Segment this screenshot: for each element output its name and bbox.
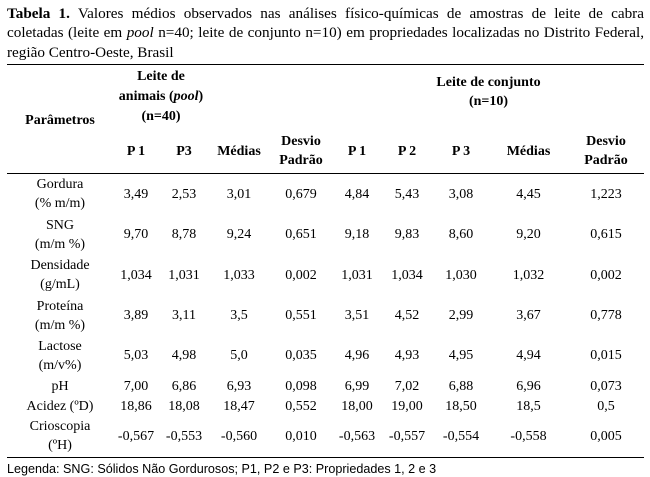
param-unit: (% m/m): [34, 196, 86, 212]
value-cell: 0,005: [590, 428, 622, 444]
value-cell: 9,24: [226, 227, 252, 243]
value-cell: 1,032: [512, 267, 545, 283]
caption-text-a: Valores médios observados nas análises físico-químicas de amostras de leite de cabra coletadas (leite em: [7, 5, 644, 42]
value-cell: 6,96: [516, 378, 541, 394]
value-cell: 0,552: [285, 398, 317, 414]
value-cell: 0,615: [590, 227, 622, 243]
param-unit: (m/m %): [34, 317, 86, 333]
value-cell: 0,679: [285, 186, 317, 202]
table-row: [7, 174, 644, 215]
value-cell: -0,558: [510, 428, 547, 444]
value-cell: 3,5: [230, 308, 248, 324]
header-group-pool-line3: (n=40): [141, 109, 181, 125]
value-cell: -0,567: [117, 428, 155, 444]
value-cell: 1,033: [223, 267, 255, 283]
value-cell: 7,02: [394, 378, 420, 394]
value-cell: 4,52: [394, 308, 420, 324]
header-col: Desvio Padrão: [584, 134, 628, 169]
value-cell: 0,551: [285, 308, 317, 324]
value-cell: 18,00: [341, 398, 373, 414]
table-row: [7, 376, 644, 396]
value-cell: 0,035: [285, 348, 317, 364]
value-cell: 3,11: [172, 308, 196, 324]
value-cell: 3,67: [516, 308, 541, 324]
value-cell: -0,553: [165, 428, 203, 444]
value-cell: 6,93: [226, 378, 252, 394]
value-cell: 4,84: [344, 186, 370, 202]
table-row: [7, 416, 644, 457]
header-group-conjunto-line1: Leite de conjunto: [436, 75, 541, 91]
value-cell: 6,88: [448, 378, 474, 394]
value-cell: 0,010: [285, 428, 317, 444]
param-name: pH: [51, 378, 69, 394]
table-caption: [7, 4, 644, 62]
value-cell: 9,70: [123, 227, 149, 243]
param-cell: [7, 336, 113, 376]
value-cell: 4,96: [344, 348, 370, 364]
param-unit: (ºH): [48, 438, 72, 454]
header-col: Médias: [217, 143, 261, 159]
value-cell: 18,50: [445, 398, 477, 414]
value-cell: 9,20: [516, 227, 541, 243]
value-cell: 19,00: [391, 398, 423, 414]
value-cell: 4,94: [516, 348, 541, 364]
param-cell: [7, 255, 113, 295]
value-cell: 3,89: [123, 308, 149, 324]
table-row: [7, 295, 644, 335]
value-cell: 2,53: [171, 186, 197, 202]
param-name: Densidade: [30, 258, 90, 274]
param-unit: (g/mL): [40, 277, 80, 293]
value-cell: 0,002: [590, 267, 622, 283]
caption-pool-word: pool: [126, 24, 154, 42]
value-cell: 8,60: [448, 227, 474, 243]
header-group-pool-line2: [113, 87, 209, 107]
value-cell: 4,45: [516, 186, 541, 202]
param-name: Lactose: [38, 338, 82, 354]
table-row: [7, 336, 644, 376]
table-row: [7, 396, 644, 416]
value-cell: 4,95: [448, 348, 474, 364]
table-row: [7, 255, 644, 295]
value-cell: 5,43: [394, 186, 420, 202]
param-cell: [7, 174, 113, 215]
header-group-conjunto: [333, 65, 644, 130]
value-cell: 1,030: [445, 267, 477, 283]
header-col: Médias: [506, 143, 551, 159]
value-cell: -0,554: [442, 428, 480, 444]
value-cell: -0,560: [220, 428, 258, 444]
value-cell: 6,99: [344, 378, 370, 394]
value-cell: 0,778: [590, 308, 622, 324]
param-cell: [7, 295, 113, 335]
header-group-pool-line2b: ): [198, 89, 204, 105]
value-cell: 7,00: [123, 378, 149, 394]
value-cell: 5,0: [230, 348, 248, 364]
value-cell: 18,5: [516, 398, 541, 414]
param-cell: [7, 416, 113, 457]
value-cell: 1,223: [590, 186, 622, 202]
header-group-pool-line2a: animais (: [118, 89, 174, 105]
header-col: Desvio Padrão: [279, 134, 323, 169]
param-unit: (m/m %): [34, 236, 86, 252]
value-cell: 0,002: [285, 267, 317, 283]
value-cell: 0,015: [590, 348, 622, 364]
header-group-pool-word: pool: [173, 89, 199, 105]
value-cell: 5,03: [123, 348, 149, 364]
header-parametros: Parâmetros: [7, 65, 113, 174]
value-cell: 9,18: [344, 227, 370, 243]
header-group-pool-line1: Leite de: [137, 69, 185, 85]
header-col: P 2: [397, 143, 417, 159]
value-cell: -0,563: [338, 428, 376, 444]
value-cell: 8,78: [171, 227, 197, 243]
param-name: Acidez (ºD): [26, 398, 94, 414]
value-cell: 1,034: [120, 267, 152, 283]
value-cell: 9,83: [394, 227, 420, 243]
param-cell: [7, 396, 113, 416]
param-unit: (m/v%): [38, 357, 82, 373]
value-cell: 4,98: [171, 348, 197, 364]
value-cell: 1,031: [168, 267, 200, 283]
table-row: [7, 215, 644, 255]
value-cell: 18,08: [168, 398, 200, 414]
caption-label: Tabela 1.: [7, 5, 70, 22]
param-cell: [7, 215, 113, 255]
param-name: Proteína: [36, 298, 84, 314]
value-cell: 3,51: [344, 308, 370, 324]
table-legend: Legenda: SNG: Sólidos Não Gordurosos; P1, P2 e P3: Propriedades 1, 2 e 3: [7, 461, 437, 476]
header-col: P3: [176, 143, 192, 159]
value-cell: 3,08: [448, 186, 474, 202]
value-cell: 0,073: [590, 378, 622, 394]
value-cell: 3,01: [226, 186, 252, 202]
value-cell: -0,557: [388, 428, 426, 444]
value-cell: 0,5: [597, 398, 615, 414]
caption-text-b: n=40; leite de conjunto n=10) em propriedades localizadas no Distrito Federal, região Centro-Oeste, Brasil: [7, 24, 644, 61]
value-cell: 0,098: [285, 378, 317, 394]
value-cell: 4,93: [394, 348, 420, 364]
header-col: P 1: [347, 143, 367, 159]
param-name: SNG: [45, 217, 74, 233]
param-name: Gordura: [36, 177, 84, 193]
value-cell: 3,49: [123, 186, 149, 202]
value-cell: 1,031: [341, 267, 373, 283]
value-cell: 18,86: [120, 398, 152, 414]
param-name: Crioscopia: [29, 419, 91, 435]
header-group-conjunto-line2: (n=10): [468, 94, 509, 110]
header-col: P 3: [451, 143, 471, 159]
value-cell: 6,86: [171, 378, 197, 394]
value-cell: 0,651: [285, 227, 317, 243]
value-cell: 18,47: [223, 398, 255, 414]
value-cell: 2,99: [448, 308, 474, 324]
value-cell: 1,034: [391, 267, 423, 283]
param-cell: [7, 376, 113, 396]
header-row-groups: [7, 65, 644, 130]
header-col: P 1: [126, 143, 146, 159]
header-group-pool: [113, 65, 209, 130]
data-table: [7, 64, 644, 457]
